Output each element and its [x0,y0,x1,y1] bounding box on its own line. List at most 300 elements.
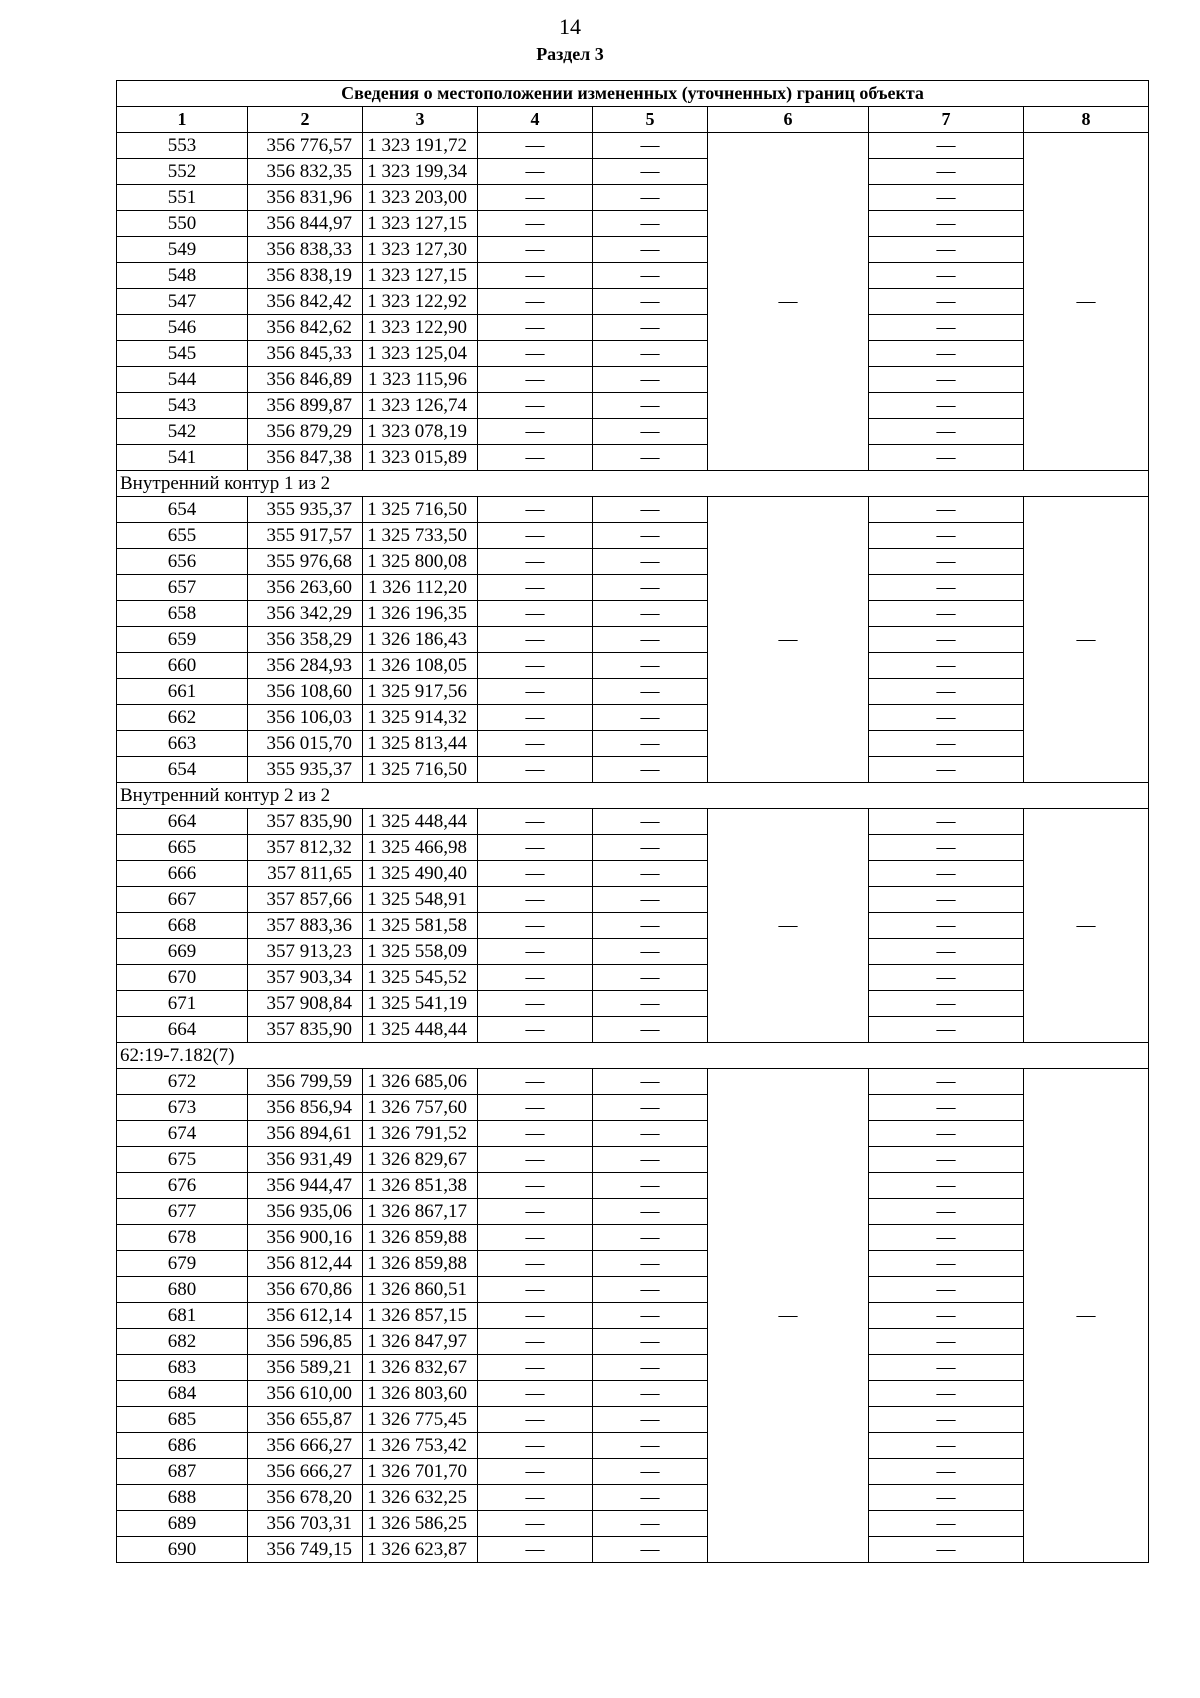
coord-y: 1 326 803,60 [363,1381,478,1407]
coord-y: 1 326 829,67 [363,1147,478,1173]
point-number: 684 [117,1381,248,1407]
coord-y: 1 323 191,72 [363,133,478,159]
dash-cell: — [869,1121,1024,1147]
coord-y: 1 323 199,34 [363,159,478,185]
dash-cell: — [478,315,593,341]
dash-cell: — [869,1225,1024,1251]
dash-cell: — [478,1069,593,1095]
coord-y: 1 326 860,51 [363,1277,478,1303]
coord-x: 356 894,61 [248,1121,363,1147]
coord-x: 356 776,57 [248,133,363,159]
table-row [117,913,1149,939]
table-row [117,549,1149,575]
point-number: 654 [117,497,248,523]
table-row [117,497,1149,523]
dash-cell: — [478,497,593,523]
table-row [117,393,1149,419]
coord-x: 356 899,87 [248,393,363,419]
dash-cell: — [869,445,1024,471]
dash-cell: — [478,133,593,159]
coord-y: 1 326 857,15 [363,1303,478,1329]
dash-cell: — [478,1017,593,1043]
point-number: 681 [117,1303,248,1329]
coord-x: 356 832,35 [248,159,363,185]
coord-y: 1 326 196,35 [363,601,478,627]
coord-y: 1 325 545,52 [363,965,478,991]
dash-cell: — [593,601,708,627]
coord-x: 356 935,06 [248,1199,363,1225]
dash-cell: — [478,1329,593,1355]
dash-cell: — [478,1355,593,1381]
point-number: 676 [117,1173,248,1199]
dash-cell: — [593,419,708,445]
column-number: 8 [1024,107,1149,133]
table-row [117,1277,1149,1303]
coord-x: 357 811,65 [248,861,363,887]
group-header-row [117,783,1149,809]
table-row [117,679,1149,705]
point-number: 665 [117,835,248,861]
dash-cell: — [869,341,1024,367]
point-number: 688 [117,1485,248,1511]
table-row [117,575,1149,601]
coord-x: 356 842,42 [248,289,363,315]
table-row [117,341,1149,367]
table-row [117,705,1149,731]
table-row [117,887,1149,913]
point-number: 654 [117,757,248,783]
table-row [117,159,1149,185]
coord-y: 1 325 541,19 [363,991,478,1017]
table-row [117,1017,1149,1043]
dash-cell: — [478,1485,593,1511]
dash-cell: — [478,861,593,887]
coord-x: 356 838,19 [248,263,363,289]
dash-cell: — [869,1355,1024,1381]
merged-dash-cell: — [1024,1069,1149,1563]
coord-x: 356 666,27 [248,1459,363,1485]
dash-cell: — [478,289,593,315]
table-row [117,1225,1149,1251]
table-row [117,1121,1149,1147]
dash-cell: — [478,1199,593,1225]
table-row [117,991,1149,1017]
point-number: 548 [117,263,248,289]
dash-cell: — [869,289,1024,315]
coord-x: 356 612,14 [248,1303,363,1329]
coord-x: 356 666,27 [248,1433,363,1459]
dash-cell: — [593,289,708,315]
dash-cell: — [478,1147,593,1173]
point-number: 546 [117,315,248,341]
coord-y: 1 325 813,44 [363,731,478,757]
coord-y: 1 323 015,89 [363,445,478,471]
table-row [117,1433,1149,1459]
group-header-row [117,471,1149,497]
point-number: 663 [117,731,248,757]
dash-cell: — [869,185,1024,211]
point-number: 662 [117,705,248,731]
dash-cell: — [478,367,593,393]
dash-cell: — [593,1433,708,1459]
dash-cell: — [593,1407,708,1433]
table-row [117,757,1149,783]
dash-cell: — [869,575,1024,601]
dash-cell: — [593,627,708,653]
coord-y: 1 323 078,19 [363,419,478,445]
dash-cell: — [478,1173,593,1199]
table-row [117,263,1149,289]
dash-cell: — [593,1121,708,1147]
dash-cell: — [593,367,708,393]
dash-cell: — [478,419,593,445]
coord-y: 1 325 716,50 [363,757,478,783]
coord-y: 1 325 581,58 [363,913,478,939]
table-row [117,1459,1149,1485]
dash-cell: — [593,731,708,757]
coord-x: 356 842,62 [248,315,363,341]
column-number: 2 [248,107,363,133]
table-row [117,653,1149,679]
dash-cell: — [869,653,1024,679]
dash-cell: — [593,315,708,341]
coord-y: 1 326 851,38 [363,1173,478,1199]
dash-cell: — [478,991,593,1017]
column-number: 4 [478,107,593,133]
dash-cell: — [869,237,1024,263]
coord-x: 355 935,37 [248,757,363,783]
coord-x: 356 799,59 [248,1069,363,1095]
coord-x: 356 847,38 [248,445,363,471]
table-row [117,523,1149,549]
point-number: 666 [117,861,248,887]
dash-cell: — [593,1017,708,1043]
dash-cell: — [593,575,708,601]
column-number: 5 [593,107,708,133]
dash-cell: — [478,887,593,913]
coord-y: 1 326 847,97 [363,1329,478,1355]
table-row [117,1537,1149,1563]
dash-cell: — [593,1459,708,1485]
coord-x: 356 831,96 [248,185,363,211]
coord-y: 1 326 632,25 [363,1485,478,1511]
dash-cell: — [593,1173,708,1199]
point-number: 547 [117,289,248,315]
dash-cell: — [478,731,593,757]
coord-y: 1 326 112,20 [363,575,478,601]
dash-cell: — [478,757,593,783]
coord-y: 1 326 832,67 [363,1355,478,1381]
dash-cell: — [869,1459,1024,1485]
dash-cell: — [593,133,708,159]
table-row [117,861,1149,887]
group-label: Внутренний контур 1 из 2 [117,471,1149,497]
table-row [117,1147,1149,1173]
table-row [117,1069,1149,1095]
point-number: 673 [117,1095,248,1121]
dash-cell: — [478,1407,593,1433]
table-row [117,133,1149,159]
point-number: 671 [117,991,248,1017]
dash-cell: — [869,1433,1024,1459]
point-number: 679 [117,1251,248,1277]
dash-cell: — [478,653,593,679]
dash-cell: — [869,1511,1024,1537]
point-number: 544 [117,367,248,393]
coord-x: 357 812,32 [248,835,363,861]
dash-cell: — [593,393,708,419]
dash-cell: — [593,211,708,237]
coord-y: 1 326 108,05 [363,653,478,679]
coord-y: 1 323 127,15 [363,263,478,289]
dash-cell: — [869,1277,1024,1303]
coord-x: 355 976,68 [248,549,363,575]
point-number: 664 [117,1017,248,1043]
dash-cell: — [478,549,593,575]
dash-cell: — [593,549,708,575]
point-number: 687 [117,1459,248,1485]
dash-cell: — [869,523,1024,549]
dash-cell: — [869,1407,1024,1433]
dash-cell: — [869,1381,1024,1407]
point-number: 667 [117,887,248,913]
dash-cell: — [478,627,593,653]
dash-cell: — [593,1225,708,1251]
dash-cell: — [869,1199,1024,1225]
coord-x: 356 812,44 [248,1251,363,1277]
dash-cell: — [593,1329,708,1355]
dash-cell: — [869,757,1024,783]
dash-cell: — [593,1303,708,1329]
dash-cell: — [593,653,708,679]
coord-x: 356 263,60 [248,575,363,601]
coord-y: 1 326 859,88 [363,1225,478,1251]
merged-dash-cell: — [708,497,869,783]
dash-cell: — [869,393,1024,419]
table-row [117,211,1149,237]
dash-cell: — [593,445,708,471]
coord-x: 356 610,00 [248,1381,363,1407]
coord-x: 356 655,87 [248,1407,363,1433]
dash-cell: — [593,1355,708,1381]
coord-x: 356 845,33 [248,341,363,367]
coord-x: 356 846,89 [248,367,363,393]
column-number: 1 [117,107,248,133]
merged-dash-cell: — [708,1069,869,1563]
dash-cell: — [593,1537,708,1563]
coord-y: 1 325 917,56 [363,679,478,705]
table-row [117,289,1149,315]
dash-cell: — [869,887,1024,913]
point-number: 668 [117,913,248,939]
point-number: 656 [117,549,248,575]
coord-y: 1 325 548,91 [363,887,478,913]
dash-cell: — [869,133,1024,159]
coord-y: 1 325 716,50 [363,497,478,523]
dash-cell: — [869,367,1024,393]
coord-x: 356 596,85 [248,1329,363,1355]
table-row [117,1199,1149,1225]
dash-cell: — [478,185,593,211]
dash-cell: — [869,159,1024,185]
coord-x: 356 106,03 [248,705,363,731]
point-number: 655 [117,523,248,549]
table-row [117,185,1149,211]
coord-x: 356 844,97 [248,211,363,237]
table-row [117,1329,1149,1355]
dash-cell: — [478,159,593,185]
dash-cell: — [869,315,1024,341]
point-number: 677 [117,1199,248,1225]
coord-y: 1 325 466,98 [363,835,478,861]
section-title: Раздел 3 [536,44,604,64]
coord-x: 356 670,86 [248,1277,363,1303]
coord-x: 356 342,29 [248,601,363,627]
coord-x: 356 358,29 [248,627,363,653]
dash-cell: — [478,601,593,627]
point-number: 541 [117,445,248,471]
table-row [117,1407,1149,1433]
dash-cell: — [869,809,1024,835]
column-number: 3 [363,107,478,133]
dash-cell: — [593,497,708,523]
dash-cell: — [478,835,593,861]
dash-cell: — [593,341,708,367]
coord-x: 357 903,34 [248,965,363,991]
dash-cell: — [869,263,1024,289]
dash-cell: — [593,679,708,705]
dash-cell: — [869,627,1024,653]
table-row [117,1173,1149,1199]
dash-cell: — [593,1277,708,1303]
coordinates-table [116,80,1149,1563]
merged-dash-cell: — [708,133,869,471]
table-row [117,1485,1149,1511]
coord-y: 1 326 586,25 [363,1511,478,1537]
dash-cell: — [869,965,1024,991]
dash-cell: — [869,1017,1024,1043]
table-row [117,1355,1149,1381]
dash-cell: — [593,523,708,549]
dash-cell: — [869,1251,1024,1277]
coord-y: 1 326 757,60 [363,1095,478,1121]
point-number: 683 [117,1355,248,1381]
dash-cell: — [478,1251,593,1277]
coord-x: 356 931,49 [248,1147,363,1173]
dash-cell: — [478,913,593,939]
coord-x: 356 284,93 [248,653,363,679]
coord-x: 356 900,16 [248,1225,363,1251]
column-number: 6 [708,107,869,133]
dash-cell: — [478,1537,593,1563]
coord-x: 357 857,66 [248,887,363,913]
coord-y: 1 323 115,96 [363,367,478,393]
merged-dash-cell: — [1024,497,1149,783]
coord-x: 356 879,29 [248,419,363,445]
point-number: 685 [117,1407,248,1433]
dash-cell: — [478,1121,593,1147]
dash-cell: — [869,1329,1024,1355]
dash-cell: — [478,211,593,237]
coord-y: 1 323 122,92 [363,289,478,315]
page-number: 14 [559,14,581,39]
point-number: 686 [117,1433,248,1459]
table-row [117,1511,1149,1537]
dash-cell: — [478,445,593,471]
coord-x: 355 935,37 [248,497,363,523]
dash-cell: — [478,237,593,263]
point-number: 542 [117,419,248,445]
table-row [117,1303,1149,1329]
table-row [117,809,1149,835]
table-row [117,835,1149,861]
group-label: 62:19-7.182(7) [117,1043,1149,1069]
dash-cell: — [593,887,708,913]
dash-cell: — [869,939,1024,965]
coord-x: 356 838,33 [248,237,363,263]
dash-cell: — [478,965,593,991]
dash-cell: — [593,757,708,783]
table-row [117,315,1149,341]
point-number: 690 [117,1537,248,1563]
dash-cell: — [478,263,593,289]
point-number: 657 [117,575,248,601]
dash-cell: — [593,263,708,289]
dash-cell: — [478,1303,593,1329]
point-number: 670 [117,965,248,991]
table-row [117,731,1149,757]
coord-y: 1 326 775,45 [363,1407,478,1433]
dash-cell: — [869,1069,1024,1095]
coord-y: 1 325 914,32 [363,705,478,731]
dash-cell: — [869,861,1024,887]
dash-cell: — [593,835,708,861]
coord-y: 1 326 701,70 [363,1459,478,1485]
dash-cell: — [593,861,708,887]
dash-cell: — [593,1485,708,1511]
table-row [117,939,1149,965]
dash-cell: — [593,991,708,1017]
coord-x: 356 678,20 [248,1485,363,1511]
merged-dash-cell: — [1024,809,1149,1043]
dash-cell: — [478,1095,593,1121]
table-row [117,1251,1149,1277]
table-row [117,419,1149,445]
coord-x: 356 944,47 [248,1173,363,1199]
table-row [117,1095,1149,1121]
coord-y: 1 325 558,09 [363,939,478,965]
dash-cell: — [869,705,1024,731]
dash-cell: — [869,1095,1024,1121]
dash-cell: — [478,575,593,601]
dash-cell: — [869,419,1024,445]
dash-cell: — [869,1303,1024,1329]
coord-y: 1 323 125,04 [363,341,478,367]
point-number: 672 [117,1069,248,1095]
dash-cell: — [869,1537,1024,1563]
coord-y: 1 326 859,88 [363,1251,478,1277]
coord-x: 355 917,57 [248,523,363,549]
point-number: 660 [117,653,248,679]
dash-cell: — [593,1511,708,1537]
coord-y: 1 325 448,44 [363,809,478,835]
coord-y: 1 326 791,52 [363,1121,478,1147]
point-number: 543 [117,393,248,419]
coord-y: 1 326 867,17 [363,1199,478,1225]
coord-y: 1 323 127,15 [363,211,478,237]
dash-cell: — [478,1277,593,1303]
dash-cell: — [478,1225,593,1251]
